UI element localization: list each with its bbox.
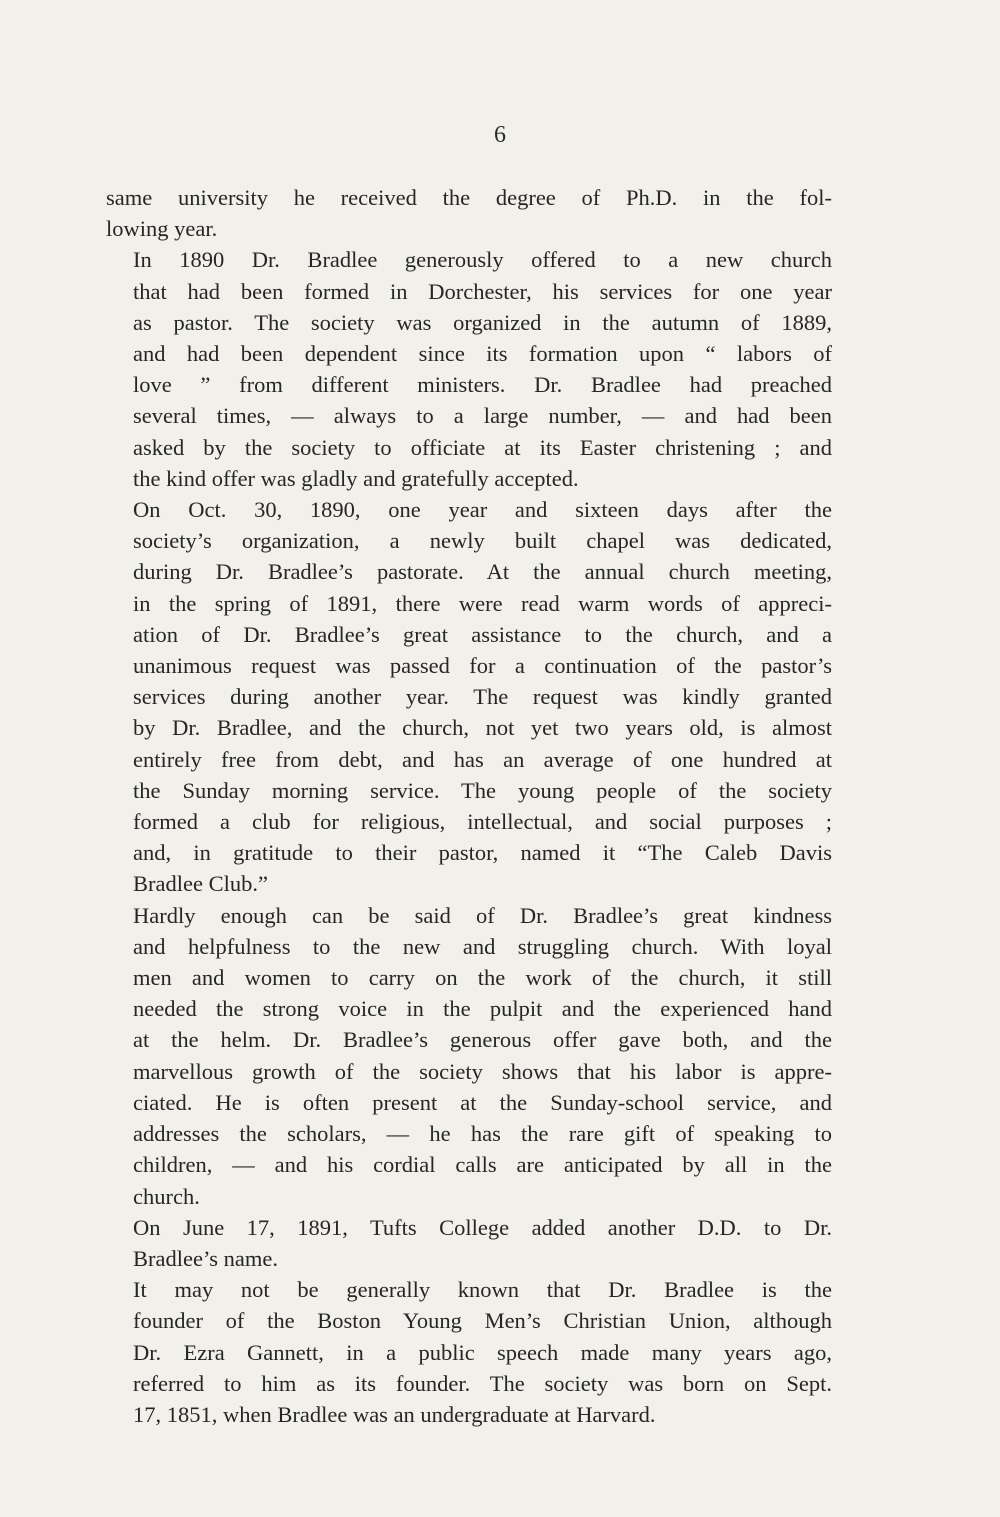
text-line: Bradlee’s name.: [133, 1245, 278, 1271]
text-line: In 1890 Dr. Bradlee generously offered to a new church: [133, 247, 832, 273]
text-line: referred to him as its founder. The society was born on Sept.: [133, 1370, 832, 1396]
text-line: needed the strong voice in the pulpit and the experienced hand: [133, 996, 832, 1022]
text-line: ation of Dr. Bradlee’s great assistance to the church, and a: [133, 621, 832, 647]
paragraph: [106, 494, 832, 900]
text-line: the kind offer was gladly and gratefully accepted.: [133, 465, 579, 491]
page-number: 6: [494, 122, 506, 148]
text-line: On June 17, 1891, Tufts College added another D.D. to Dr.: [133, 1214, 832, 1240]
text-line: men and women to carry on the work of the church, it still: [133, 965, 832, 991]
text-line: several times, — always to a large number, — and had been: [133, 403, 832, 429]
text-line: unanimous request was passed for a continuation of the pastor’s: [133, 653, 832, 679]
text-line: children, — and his cordial calls are anticipated by all in the: [133, 1152, 832, 1178]
paragraph: [106, 1274, 832, 1430]
text-line: On Oct. 30, 1890, one year and sixteen days after the: [133, 497, 832, 523]
text-line: and helpfulness to the new and struggling church. With loyal: [133, 933, 832, 959]
text-line: Bradlee Club.”: [133, 871, 268, 897]
text-line: same university he received the degree of Ph.D. in the fol-: [106, 185, 832, 210]
text-line: marvellous growth of the society shows that his labor is appre-: [133, 1058, 832, 1084]
paragraph: [106, 182, 832, 244]
text-line: addresses the scholars, — he has the rare gift of speaking to: [133, 1121, 832, 1147]
paragraph: [106, 1212, 832, 1274]
text-line: during Dr. Bradlee’s pastorate. At the annual church meeting,: [133, 559, 832, 585]
text-line: at the helm. Dr. Bradlee’s generous offer gave both, and the: [133, 1027, 832, 1053]
text-line: church.: [133, 1183, 200, 1209]
text-line: as pastor. The society was organized in the autumn of 1889,: [133, 309, 832, 335]
paragraph: [106, 900, 832, 1212]
text-line: ciated. He is often present at the Sunday-school service, and: [133, 1089, 832, 1115]
text-line: in the spring of 1891, there were read warm words of appreci-: [133, 590, 832, 616]
text-line: Dr. Ezra Gannett, in a public speech made many years ago,: [133, 1339, 832, 1365]
text-line: founder of the Boston Young Men’s Christian Union, although: [133, 1308, 832, 1334]
text-line: entirely free from debt, and has an average of one hundred at: [133, 746, 832, 772]
text-line: asked by the society to officiate at its Easter christening ; and: [133, 434, 832, 460]
body-text: [106, 182, 832, 1430]
text-line: Hardly enough can be said of Dr. Bradlee’s great kindness: [133, 902, 832, 928]
text-line: by Dr. Bradlee, and the church, not yet two years old, is almost: [133, 715, 832, 741]
text-line: 17, 1851, when Bradlee was an undergraduate at Harvard.: [133, 1401, 656, 1427]
text-line: services during another year. The request was kindly granted: [133, 684, 832, 710]
text-line: It may not be generally known that Dr. Bradlee is the: [133, 1277, 832, 1303]
text-line: society’s organization, a newly built chapel was dedicated,: [133, 528, 832, 554]
text-line: and, in gratitude to their pastor, named it “The Caleb Davis: [133, 840, 832, 866]
paragraph: [106, 244, 832, 494]
text-line: formed a club for religious, intellectual, and social purposes ;: [133, 809, 832, 835]
text-line: the Sunday morning service. The young people of the society: [133, 777, 832, 803]
text-line: and had been dependent since its formation upon “ labors of: [133, 341, 832, 367]
text-line: lowing year.: [106, 216, 218, 242]
text-line: that had been formed in Dorchester, his services for one year: [133, 278, 832, 304]
text-line: love ” from different ministers. Dr. Bradlee had preached: [133, 372, 832, 398]
